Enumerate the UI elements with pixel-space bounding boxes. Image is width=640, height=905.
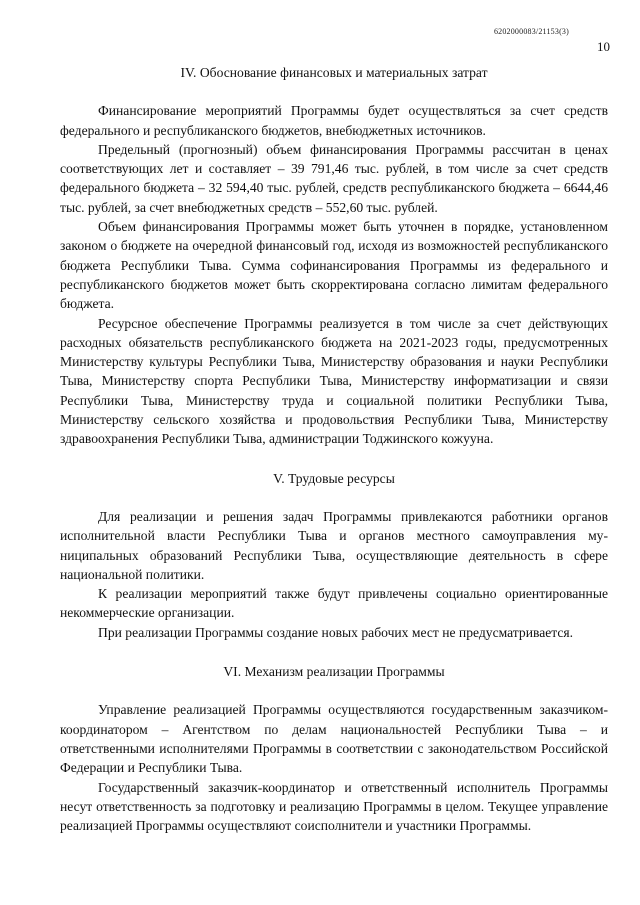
paragraph: Предельный (прогнозный) объем финансирования Программы рассчитан в ценах соответствующих лет и составляет – 39 791,46 тыс. рублей, в том числе за счет средств федерального бюджета – 32 594,40 тыс. рублей, средств республиканского бюджета – 6644,46 тыс. рублей, за счет внебюджетных средств – 552,60 тыс. рублей. [60,141,608,215]
paragraph: К реализации мероприятий также будут привлечены социально ориентированные некоммерческие организации. [60,586,608,621]
paragraph: Для реализации и решения задач Программы привлекаются работники органов исполнительной власти Республики Тыва и органов местного самоуправления муниципальных образований Республики Тыва, осуществляющие деятельность в сфере национальной политики. [60,508,608,582]
section-heading-financing: IV. Обоснование финансовых и материальных затрат [180,65,488,80]
paragraph: Объем финансирования Программы может быть уточнен в порядке, установленном законом о бюджете на очередной финансовый год, исходя из возможностей республиканского бюджета Республики Тыва. Сумма софинансирования Программы из федерального и республиканского бюджетов может быть скорректирована согласно лимитам федерального бюджета. [60,219,608,312]
paragraph: Финансирование мероприятий Программы будет осуществляться за счет средств федерального и республиканского бюджетов, внебюджетных источников. [60,103,608,138]
paragraph: Ресурсное обеспечение Программы реализуется в том числе за счет действующих расходных обязательств республиканского бюджета на 2021-2023 годы, предусмотренных Министерству культуры Республики Тыва, Министерству образования и науки Республики Тыва, Министерству спорта Республики Тыва, Министерству информатизации и связи Республики Тыва, Министерству труда и социальной политики Республики Тыва, Министерству сельского хозяйства и продовольствия Республики Тыва, Министерству здравоохранения Республики Тыва, администрации Тоджинского кожууна. [60,315,608,447]
paragraph: Государственный заказчик-координатор и ответственный исполнитель Программы несут ответственность за подготовку и реализацию Программы в целом. Текущее управление реализацией Программы осуществляют соисполнители и участники Программы. [60,779,608,834]
section-heading-mechanism: VI. Механизм реализации Программы [223,664,445,680]
paragraph: При реализации Программы создание новых рабочих мест не предусматривается. [98,624,574,640]
paragraph: Управление реализацией Программы осуществляются государственным заказчиком-координатором – Агентством по делам национальностей Республики Тыва – и ответственными исполнителями Программы в соответствии с законодательством Российской Федерации и Республики Тыва. [60,702,608,776]
page-number: 10 [597,39,610,54]
document-body [60,63,608,835]
section-heading-labor: V. Трудовые ресурсы [273,470,395,486]
document-code: 6202000083/21153(3) [493,27,569,36]
